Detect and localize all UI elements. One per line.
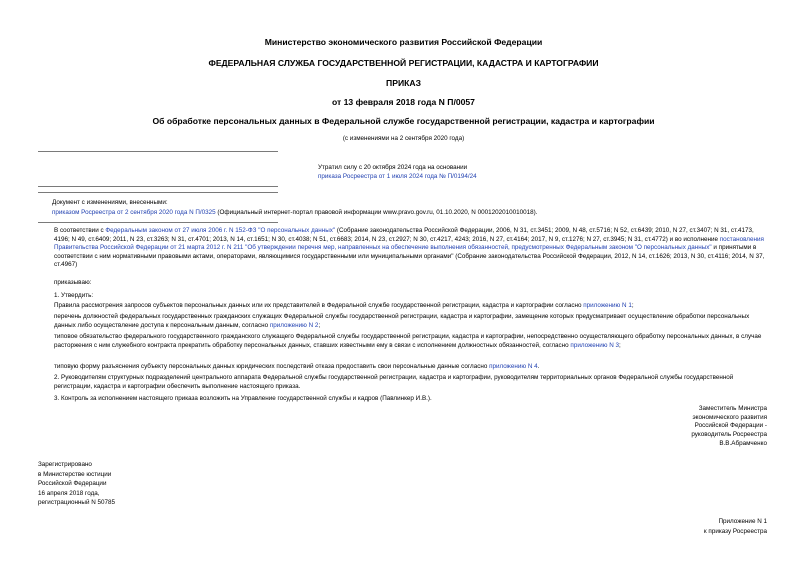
appendix-1-link[interactable]: приложению N 1 xyxy=(583,302,632,309)
appendix-header: Приложение N 1 к приказу Росреестра xyxy=(703,518,767,535)
doc-type-heading: ПРИКАЗ xyxy=(386,78,421,88)
document-title: Об обработке персональных данных в Федеральной службе государственной регистрации, кадастра и картографии xyxy=(152,116,655,126)
signature-block: Заместитель Министра экономического развития Российской Федерации - руководитель Росреестра В.В.Абрамченко xyxy=(691,405,767,447)
appendix-3-link[interactable]: приложению N 3 xyxy=(570,341,619,349)
order-word: приказываю: xyxy=(54,279,92,286)
appendix-4-link[interactable]: приложению N 4 xyxy=(489,363,538,370)
expired-note: Утратил силу с 20 октября 2024 года на основании xyxy=(318,164,468,171)
amendment-note: (с изменениями на 2 сентября 2020 года) xyxy=(342,135,465,142)
divider xyxy=(38,192,278,193)
registration-block: Зарегистрировано в Министерстве юстиции Российской Федерации 16 апреля 2018 года, регистрационный N 50785 xyxy=(38,461,116,507)
item-1: 1. Утвердить: xyxy=(54,292,94,299)
divider xyxy=(38,222,278,223)
item-1a: Правила рассмотрения запросов субъектов персональных данных или их представителей в Федеральной службе государственной регистрации, кадастра и картографии согласно приложению N 1; xyxy=(54,302,634,309)
changes-line xyxy=(52,209,772,218)
date-number-heading: от 13 февраля 2018 года N П/0057 xyxy=(332,97,475,107)
service-heading: ФЕДЕРАЛЬНАЯ СЛУЖБА ГОСУДАРСТВЕННОЙ РЕГИСТРАЦИИ, КАДАСТРА И КАРТОГРАФИИ xyxy=(208,58,599,68)
item-1d: типовую форму разъяснения субъекту персональных данных юридических последствий отказа предоставить свои персональные данные согласно приложению N 4. xyxy=(54,363,540,370)
expired-order-link[interactable]: приказа Росреестра от 1 июля 2024 года № П/0194/24 xyxy=(318,173,477,180)
item-3: 3. Контроль за исполнением настоящего приказа возложить на Управление государственной службы и кадров (Павлинкер И.В.). xyxy=(54,395,432,402)
appendix-2-link[interactable]: приложению N 2 xyxy=(269,321,319,329)
item-2: 2. Руководителям структурных подразделений центрального аппарата Федеральной службы государственной регистрации, кадастра и картографии, руководителям территориальных органов Федеральной службы государственной регистрации, кадастра и картографии обеспечить выполнение настоящего приказа. xyxy=(54,374,734,390)
changes-source: (Официальный интернет-портал правовой информации www.pravo.gov.ru, 01.10.2020, N 0001202010010018). xyxy=(215,209,538,216)
divider xyxy=(38,151,278,152)
ministry-heading: Министерство экономического развития Российской Федерации xyxy=(264,37,543,47)
preamble-paragraph: В соответствии с Федеральным законом от 27 июля 2006 г. N 152-ФЗ "О персональных данных" (Собрание законодательства Российской Федерации, 2006, N 31, ст.3451; 2009, N 48, ст.5716; N 52, ст.6439; 2010, N 27, ст.3407; N 31, ст.4173, 4196; N 49, ст.6409; 2011, N 23, ст.3263; N 31, ст.4701; 2013, N 14, ст.1651; N 30, ст.4038; N 51, ст.6683; 2014, N 23, ст.2927; N 30, ст.4217, 4243; 2016, N 27, ст.4164; 2017, N 9, ст.1276; N 27, ст.3945; N 31, ст.4772) и во исполнение постановления Правительства Российской Федерации от 21 марта 2012 г. N 211 "Об утверждении перечня мер, направленных на обеспечение выполнения обязанностей, предусмотренных Федеральным законом "О персональных данных" и принятыми в соответствии с ним нормативными правовыми актами, операторами, являющимися государственными или муниципальными органами" (Собрание законодательства Российской Федерации, 2012, N 14, ст.1626; 2013, N 30, ст.4116; 2014, N 37, ст.4967) xyxy=(54,227,765,269)
item-1b: перечень должностей федеральных государственных гражданских служащих Федеральной службы государственной регистрации, кадастра и картографии, замещение которых предусматривает осуществление обработки персональных данных либо осуществление доступа к персональным данным, согласно приложению N 2; xyxy=(54,313,750,329)
federal-law-link[interactable]: Федеральным законом от 27 июля 2006 г. N 152-ФЗ "О персональных данных" xyxy=(105,227,336,234)
changes-order-link[interactable]: приказом Росреестра от 2 сентября 2020 года N П/0325 xyxy=(52,209,216,216)
changes-label: Документ с изменениями, внесенными: xyxy=(52,199,168,206)
government-decree-link[interactable]: постановления Правительства Российской Федерации от 21 марта 2012 г. N 211 "Об утверждении перечня мер, направленных на обеспечение выполнения обязанностей, предусмотренных Федеральным законом "О персональных данных" xyxy=(54,235,764,252)
item-1c: типовое обязательство федерального государственного гражданского служащего Федеральной службы государственной регистрации, кадастра и картографии, непосредственно осуществляющего обработку персональных данных, в случае расторжения с ним служебного контракта прекратить обработку персональных данных, ставших известными ему в связи с исполнением должностных обязанностей, согласно приложению N 3; xyxy=(54,333,762,349)
divider xyxy=(38,186,278,187)
